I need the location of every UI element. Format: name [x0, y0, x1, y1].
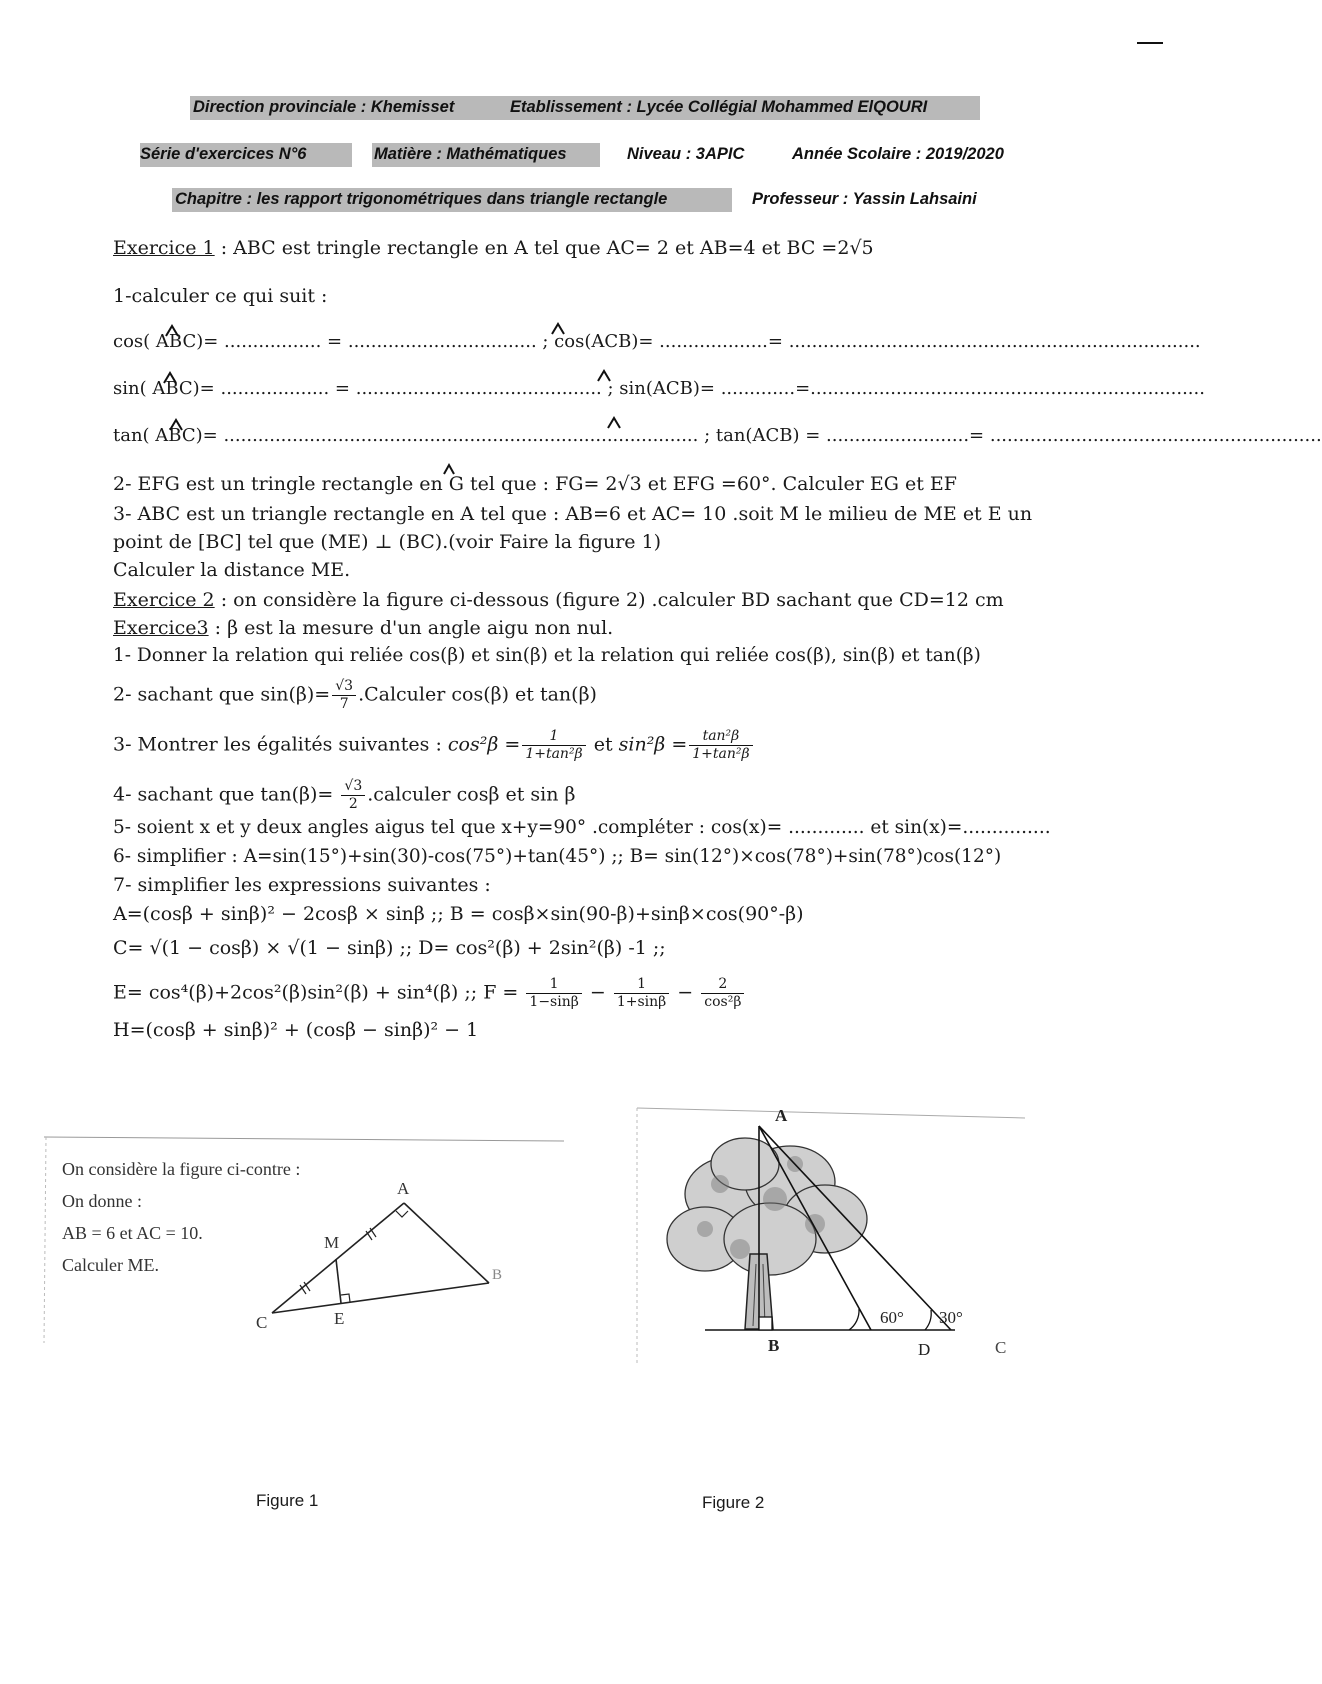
fig2-angle-60: 60°: [880, 1308, 904, 1327]
ex3-q7: 7- simplifier les expressions suivantes :: [113, 874, 491, 896]
ex3-q2: [113, 678, 597, 713]
F-fraction-1: [526, 976, 581, 1011]
ex3-q4: [113, 778, 576, 813]
ex3-line: [113, 616, 613, 640]
fig1-label-M: M: [324, 1233, 340, 1252]
ex3-q3-text: 3- Montrer les égalités suivantes :: [113, 733, 448, 756]
ex1-q3c: Calculer la distance ME.: [113, 559, 351, 581]
figure-1: [44, 1133, 564, 1343]
fig1-line3: AB = 6 et AC = 10.: [62, 1223, 203, 1243]
ex3-q3-sin: sin²β =: [618, 733, 688, 756]
ex3-q3-f2-den: 1+tan²β: [692, 746, 750, 762]
segment-AB: [404, 1203, 489, 1283]
fig2-label-D: D: [918, 1340, 931, 1359]
ex3-q4-text-b: .calculer cosβ et sin β: [367, 783, 576, 806]
ex3-q4-text: 4- sachant que tan(β)=: [113, 783, 340, 806]
header-professeur: Professeur : Yassin Lahsaini: [752, 190, 977, 208]
header-niveau: Niveau : 3APIC: [627, 145, 745, 163]
ex3-q3-fraction-2: [689, 728, 752, 763]
figure-1-triangle: [44, 1133, 564, 1343]
fig1-label-E: E: [334, 1309, 345, 1328]
header-serie: Série d'exercices N°6: [140, 145, 307, 163]
ex3-q4-num: √3: [341, 778, 365, 796]
fig1-label-C: C: [256, 1313, 268, 1332]
fig2-label-B: B: [768, 1336, 780, 1355]
ex2-text: : on considère la figure ci-dessous (figure 2) .calculer BD sachant que CD=12 cm: [214, 589, 1004, 611]
fig1-label-B: B: [492, 1267, 503, 1283]
fig2-label-A: A: [775, 1106, 788, 1125]
ex3-q2-fraction: [332, 678, 356, 713]
figure-2-caption: Figure 2: [702, 1493, 765, 1512]
ex3-expr-e-text: E= cos⁴(β)+2cos²(β)sin²(β) + sin⁴(β) ;; F =: [113, 981, 519, 1004]
ex3-q2-text-b: .Calculer cos(β) et tan(β): [358, 683, 597, 706]
ex3-text: : β est la mesure d'un angle aigu non nul.: [208, 617, 614, 639]
ex3-q3-cos: cos²β =: [447, 733, 521, 756]
header-chapitre: Chapitre : les rapport trigonométriques dans triangle rectangle: [175, 190, 668, 208]
figure-1-caption: Figure 1: [256, 1491, 319, 1510]
F-f2-den: 1+sinβ: [616, 994, 667, 1010]
segment-CA: [272, 1203, 404, 1313]
angle-hat-marks: [0, 0, 1191, 500]
ex3-q1: 1- Donner la relation qui reliée cos(β) et sin(β) et la relation qui reliée cos(β), sin(β) et tan(β): [113, 645, 981, 666]
segment-CB: [272, 1283, 489, 1313]
segment-ME: [336, 1259, 341, 1303]
ex3-q2-text: 2- sachant que sin(β)=: [113, 683, 331, 706]
F-fraction-2: [614, 976, 669, 1011]
F-f1-den: 1−sinβ: [529, 994, 579, 1010]
ex1-tan-row: tan( ABC)= ................................................................................... ; tan(ACB) = .........................= ..........................................................: [113, 425, 1322, 446]
ex3-q3-fraction-1: [522, 728, 585, 763]
figure-2: [625, 1104, 1025, 1384]
ex1-q1: 1-calculer ce qui suit :: [113, 285, 328, 307]
ex3-q3-f1-den: 1+tan²β: [525, 746, 583, 762]
fig1-line1: On considère la figure ci-contre :: [62, 1159, 301, 1179]
ex3-q3-f1-num: 1: [522, 728, 585, 746]
ex3-q3-mid: et: [587, 733, 619, 756]
fig2-label-C: C: [995, 1338, 1007, 1357]
ex3-expr-c: C= √(1 − cosβ) × √(1 − sinβ) ;; D= cos²(β) + 2sin²(β) -1 ;;: [113, 937, 666, 959]
ex1-q2: 2- EFG est un tringle rectangle en G tel que : FG= 2√3 et EFG =60°. Calculer EG et EF: [113, 473, 957, 495]
ex3-q3: [113, 728, 755, 763]
F-f2-num: 1: [614, 976, 669, 994]
figure-2-drawing: [625, 1104, 1025, 1384]
ex1-q3b: point de [BC] tel que (ME) ⊥ (BC).(voir Faire la figure 1): [113, 531, 662, 553]
ex3-title: Exercice3: [113, 617, 209, 639]
ex1-title: Exercice 1: [113, 237, 215, 259]
fig2-angle-30: 30°: [939, 1308, 963, 1327]
F-f3-den: cos²β: [704, 994, 742, 1010]
F-fraction-3: [701, 976, 744, 1011]
header-matiere: Matière : Mathématiques: [374, 145, 567, 163]
ex1-q3a: 3- ABC est un triangle rectangle en A tel que : AB=6 et AC= 10 .soit M le milieu de ME et E un: [113, 503, 1033, 525]
ex3-expr-h: H=(cosβ + sinβ)² + (cosβ − sinβ)² − 1: [113, 1019, 479, 1041]
header-direction: Direction provinciale : Khemisset: [193, 98, 455, 116]
margin-dash: [1137, 42, 1163, 44]
ex3-q4-fraction: [341, 778, 365, 813]
ex3-q6: 6- simplifier : A=sin(15°)+sin(30)-cos(75°)+tan(45°) ;; B= sin(12°)×cos(78°)+sin(78°)cos(12°): [113, 846, 1002, 867]
fig1-label-A: A: [397, 1179, 410, 1198]
F-f1-num: 1: [526, 976, 581, 994]
ex1-cos-row: cos( ABC)= ................. = ................................. ; cos(ACB)= ...................= ........................................................................: [113, 331, 1201, 352]
ex3-q5: 5- soient x et y deux angles aigus tel que x+y=90° .compléter : cos(x)= ............. et sin(x)=...............: [113, 817, 1051, 838]
fig1-line4: Calculer ME.: [62, 1255, 159, 1275]
ex2-line: [113, 588, 1004, 612]
ex3-q4-den: 2: [348, 796, 358, 812]
ex3-expr-a: A=(cosβ + sinβ)² − 2cosβ × sinβ ;; B = cosβ×sin(90-β)+sinβ×cos(90°-β): [113, 903, 804, 925]
F-f3-num: 2: [701, 976, 744, 994]
header-annee: Année Scolaire : 2019/2020: [792, 145, 1004, 163]
ex1-intro-text: : ABC est tringle rectangle en A tel que AC= 2 et AB=4 et BC =2√5: [214, 237, 874, 259]
ex1-sin-row: sin( ABC)= ................... = ........................................... ; sin(ACB)= .............=.....................................................................: [113, 378, 1205, 399]
ex3-expr-e: E= cos⁴(β)+2cos²(β)sin²(β) + sin⁴(β) ;; F = $\frac{1}{1-\sin\beta}$ − $\frac{1}{1+\sin\beta}$ − $\frac{2}{\text{cos²β}}$: [113, 976, 746, 1011]
ex3-q2-den: 7: [339, 696, 349, 712]
ex3-q3-f2-num: tan²β: [689, 728, 752, 746]
header-etablissement: Etablissement : Lycée Collégial Mohammed ElQOURI: [510, 98, 928, 116]
ex3-q2-num: √3: [332, 678, 356, 696]
fig1-line2: On donne :: [62, 1191, 142, 1211]
ex2-title: Exercice 2: [113, 589, 215, 611]
